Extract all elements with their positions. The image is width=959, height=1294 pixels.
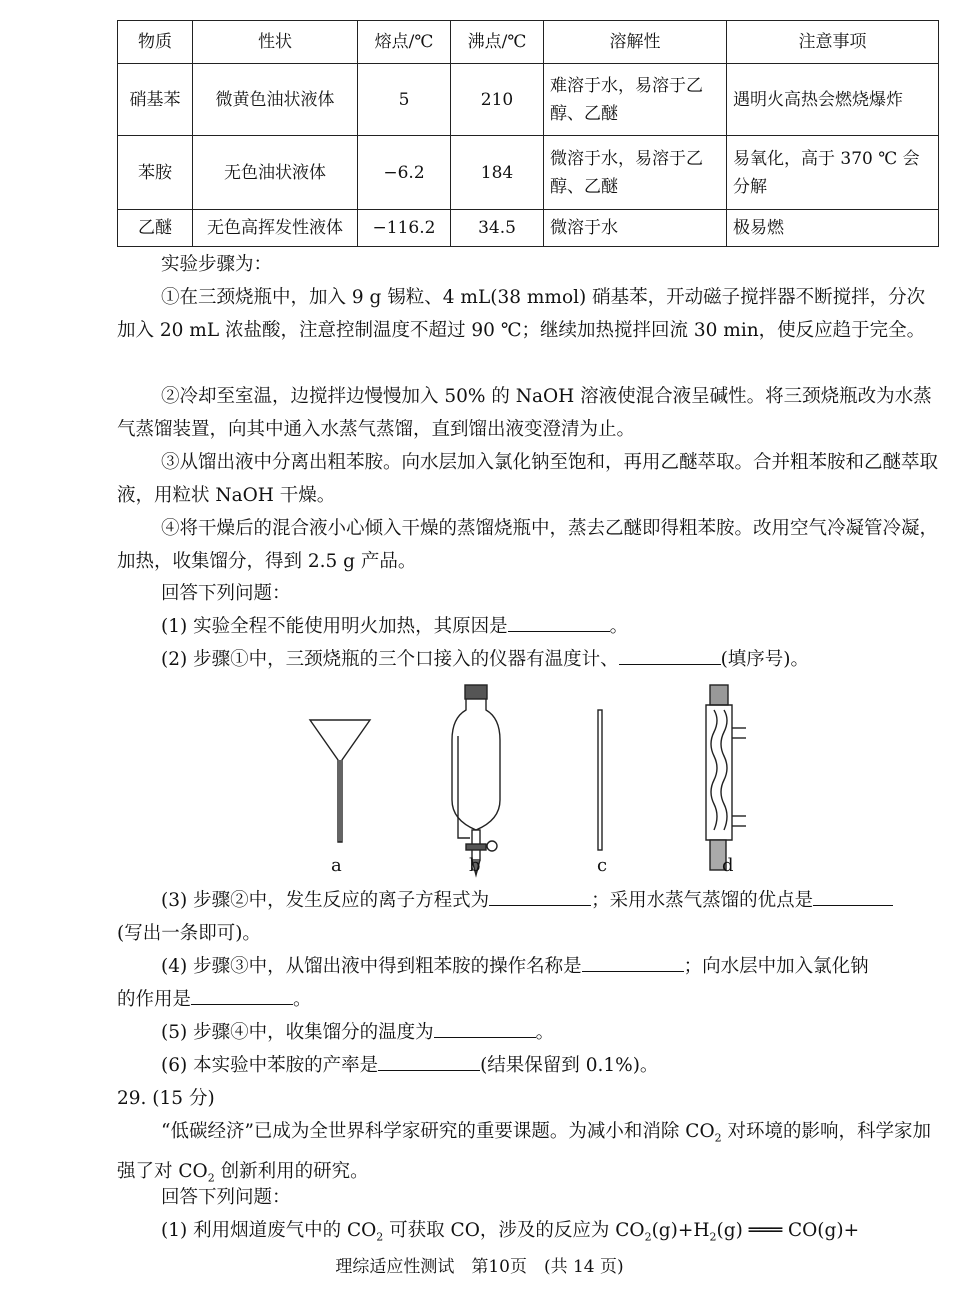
table-cell: 微溶于水，易溶于乙醇、乙醚 xyxy=(544,136,727,210)
answer-blank[interactable] xyxy=(582,951,684,972)
question-text: 可获取 CO，涉及的反应为 CO xyxy=(383,1220,645,1241)
separatory-funnel-icon xyxy=(452,685,500,875)
question-text: 。 xyxy=(609,616,629,637)
answer-title: 回答下列问题： xyxy=(161,583,291,604)
subscript: 2 xyxy=(644,1230,652,1244)
intro-text: 对环境的影响，科学家加强了对 CO xyxy=(117,1121,932,1182)
answer-blank[interactable] xyxy=(191,984,293,1005)
table-row xyxy=(118,136,939,210)
subscript: 2 xyxy=(709,1230,717,1244)
subscript: 2 xyxy=(376,1230,384,1244)
question-3-cont: (写出一条即可)。 xyxy=(117,923,261,944)
question-text: 。 xyxy=(535,1022,555,1043)
table-cell: 5 xyxy=(358,64,451,136)
question-text: (4) 步骤③中，从馏出液中得到粗苯胺的操作名称是 xyxy=(161,956,582,977)
figure-label-b: b xyxy=(469,855,481,876)
table-cell: 184 xyxy=(451,136,544,210)
table-row xyxy=(118,210,939,247)
subscript: 2 xyxy=(714,1131,722,1145)
question-text: 的作用是 xyxy=(117,989,192,1010)
table-cell: 遇明火高热会燃烧爆炸 xyxy=(727,64,939,136)
figure-label-d: d xyxy=(722,855,734,876)
table-cell: 硝基苯 xyxy=(118,64,193,136)
table-cell: −116.2 xyxy=(358,210,451,247)
question-4 xyxy=(117,950,939,983)
question-text: (填序号)。 xyxy=(720,649,810,670)
table-cell: 34.5 xyxy=(451,210,544,247)
apparatus-figure xyxy=(300,680,780,880)
step-2: ②冷却至室温，边搅拌边慢慢加入 50% 的 NaOH 溶液使混合液呈碱性。将三颈烧瓶改为水蒸气蒸馏装置，向其中通入水蒸气蒸馏，直到馏出液变澄清为止。 xyxy=(117,386,932,440)
properties-table xyxy=(117,20,939,247)
question-text: (g) ═══ CO(g)+ xyxy=(716,1220,860,1241)
intro-text: “低碳经济”已成为全世界科学家研究的重要课题。为减小和消除 CO xyxy=(161,1121,715,1142)
table-cell: −6.2 xyxy=(358,136,451,210)
question-1 xyxy=(117,610,939,643)
answer-blank[interactable] xyxy=(378,1050,480,1071)
header-cell: 注意事项 xyxy=(727,21,939,64)
question-4-cont xyxy=(117,983,939,1016)
funnel-icon xyxy=(310,720,370,842)
table-cell: 210 xyxy=(451,64,544,136)
question-text: (结果保留到 0.1%)。 xyxy=(480,1055,659,1076)
answer-blank[interactable] xyxy=(619,644,721,665)
table-cell: 苯胺 xyxy=(118,136,193,210)
intro-text: 创新利用的研究。 xyxy=(214,1160,369,1182)
steps-title: 实验步骤为： xyxy=(161,254,273,275)
question-text: ；向水层中加入氯化钠 xyxy=(683,956,869,977)
table-header-row xyxy=(118,21,939,64)
step-1: ①在三颈烧瓶中，加入 9 g 锡粒、4 mL(38 mmol) 硝基苯，开动磁子搅拌器不断搅拌，分次加入 20 mL 浓盐酸，注意控制温度不超过 90 ℃；继续加热搅拌回流 30 min，使反应趋于完全。 xyxy=(117,287,926,341)
question-29-1 xyxy=(117,1214,939,1254)
header-cell: 沸点/℃ xyxy=(451,21,544,64)
header-cell: 熔点/℃ xyxy=(358,21,451,64)
figure-label-c: c xyxy=(597,855,608,876)
table-row xyxy=(118,64,939,136)
table-cell: 乙醚 xyxy=(118,210,193,247)
question-text: ；采用水蒸气蒸馏的优点是 xyxy=(591,890,814,911)
step-3: ③从馏出液中分离出粗苯胺。向水层加入氯化钠至饱和，再用乙醚萃取。合并粗苯胺和乙醚萃取液，用粒状 NaOH 干燥。 xyxy=(117,452,939,506)
answer-title-2: 回答下列问题： xyxy=(161,1187,291,1208)
question-2 xyxy=(117,643,939,676)
question-6 xyxy=(117,1049,939,1082)
header-cell: 溶解性 xyxy=(544,21,727,64)
answer-blank[interactable] xyxy=(489,885,591,906)
answer-blank[interactable] xyxy=(434,1017,536,1038)
step-4: ④将干燥后的混合液小心倾入干燥的蒸馏烧瓶中，蒸去乙醚即得粗苯胺。改用空气冷凝管冷凝，加热，收集馏分，得到 2.5 g 产品。 xyxy=(117,518,939,572)
question-5 xyxy=(117,1016,939,1049)
question-29-heading: 29. (15 分) xyxy=(117,1088,215,1109)
table-cell: 微黄色油状液体 xyxy=(193,64,358,136)
table-cell: 极易燃 xyxy=(727,210,939,247)
question-text: (6) 本实验中苯胺的产率是 xyxy=(161,1055,379,1076)
table-cell: 无色高挥发性液体 xyxy=(193,210,358,247)
answer-blank[interactable] xyxy=(508,611,610,632)
figure-label-a: a xyxy=(331,855,342,876)
question-text: (1) 利用烟道废气中的 CO xyxy=(161,1220,377,1241)
subscript: 2 xyxy=(207,1171,215,1185)
question-text: (2) 步骤①中，三颈烧瓶的三个口接入的仪器有温度计、 xyxy=(161,649,619,670)
condenser-icon xyxy=(706,685,746,870)
table-cell: 易氧化，高于 370 ℃ 会分解 xyxy=(727,136,939,210)
question-3 xyxy=(117,884,939,917)
answer-blank[interactable] xyxy=(813,885,893,906)
table-cell: 无色油状液体 xyxy=(193,136,358,210)
table-cell: 难溶于水，易溶于乙醇、乙醚 xyxy=(544,64,727,136)
question-text: 。 xyxy=(293,989,312,1010)
question-text: (g)+H xyxy=(651,1220,710,1241)
table-cell: 微溶于水 xyxy=(544,210,727,247)
question-text: (3) 步骤②中，发生反应的离子方程式为 xyxy=(161,890,490,911)
header-cell: 物质 xyxy=(118,21,193,64)
page-footer: 理综适应性测试 第10页 (共 14 页) xyxy=(335,1257,624,1277)
question-text: (1) 实验全程不能使用明火加热，其原因是 xyxy=(161,616,508,637)
question-text: (5) 步骤④中，收集馏分的温度为 xyxy=(161,1022,434,1043)
glass-rod-icon xyxy=(598,710,602,850)
header-cell: 性状 xyxy=(193,21,358,64)
